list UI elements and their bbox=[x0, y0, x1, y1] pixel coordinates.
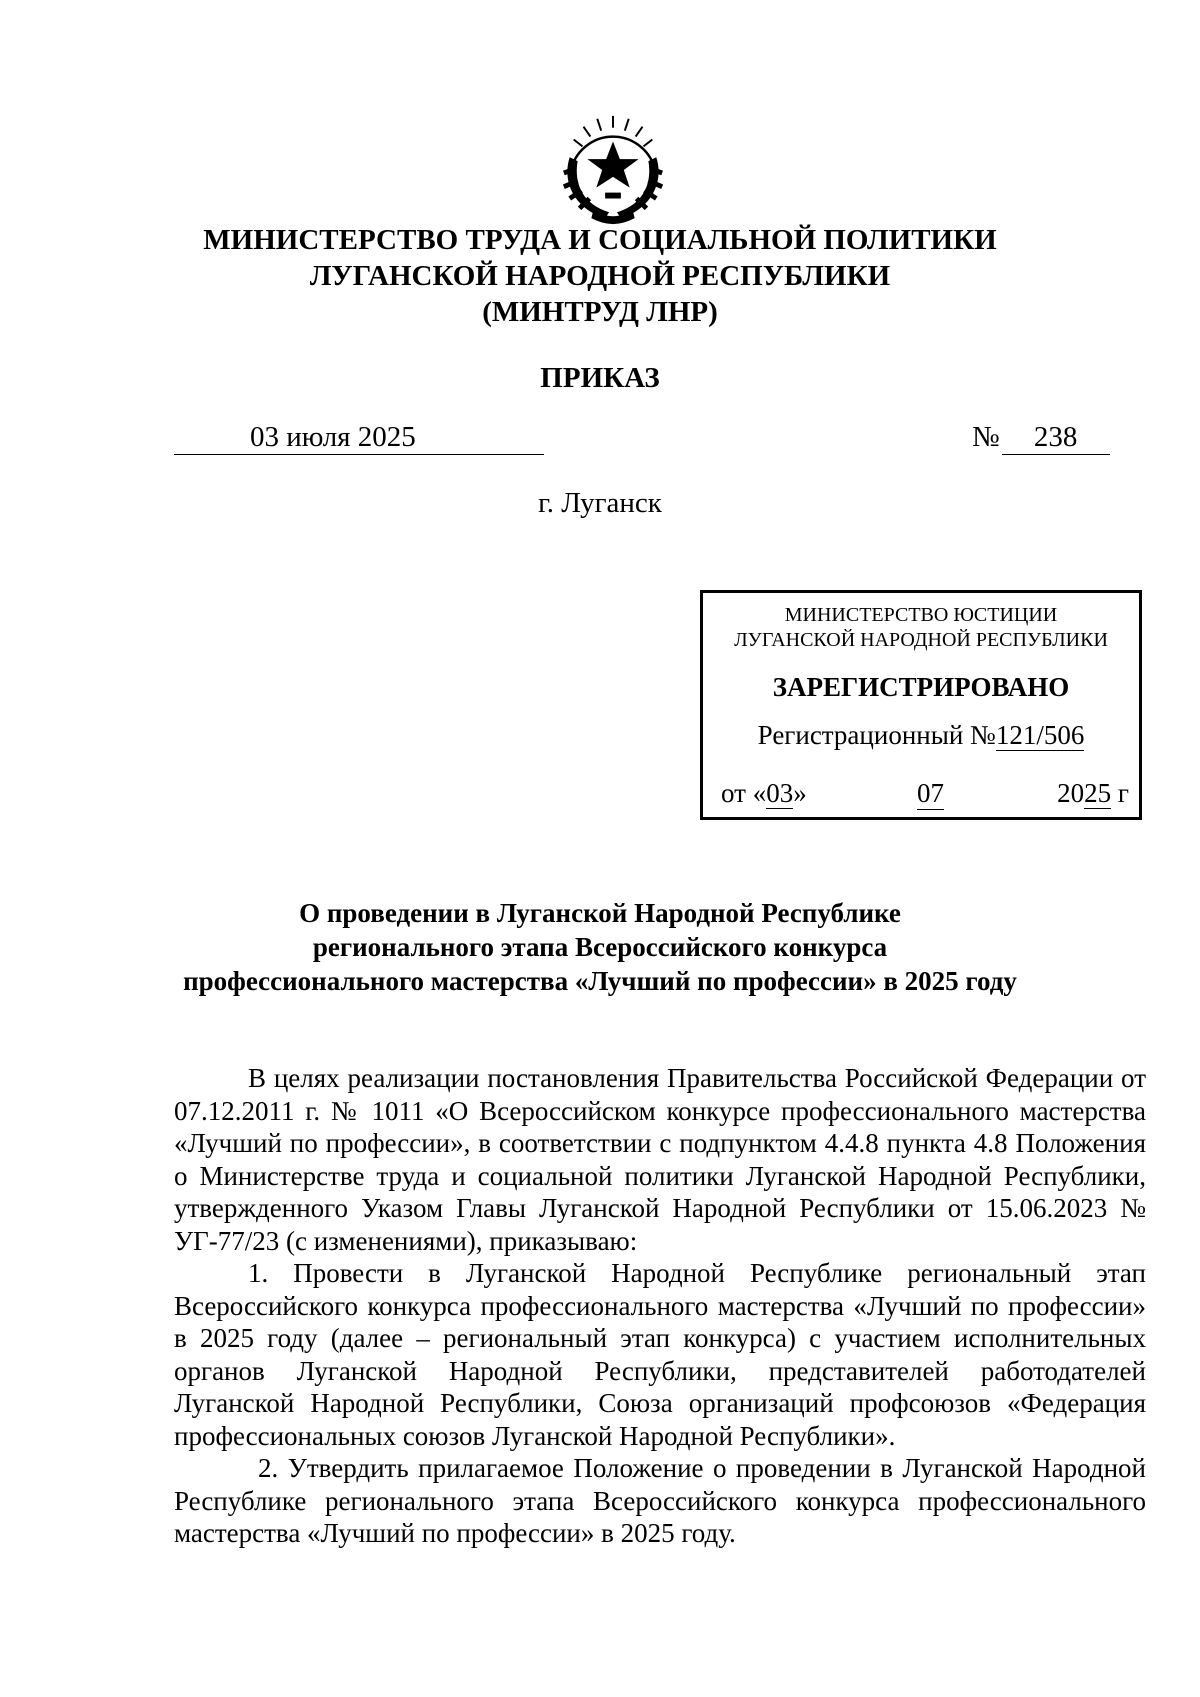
order-date bbox=[174, 420, 544, 455]
stamp-date-year-unit: г bbox=[1117, 778, 1129, 808]
stamp-reg-label: Регистрационный № bbox=[757, 720, 996, 750]
order-city: г. Луганск bbox=[538, 487, 662, 519]
subject-line1: О проведении в Луганской Народной Республике bbox=[299, 898, 901, 928]
order-number bbox=[972, 420, 1118, 455]
document-type-title: ПРИКАЗ bbox=[540, 362, 660, 394]
subject-line3: профессионального мастерства «Лучший по профессии» в 2025 году bbox=[183, 966, 1017, 996]
ministry-header bbox=[0, 222, 1200, 330]
stamp-registration-number bbox=[703, 719, 1139, 751]
stamp-date-day: 03 bbox=[766, 778, 794, 808]
stamp-ministry-line1: МИНИСТЕРСТВО ЮСТИЦИИ bbox=[784, 604, 1058, 626]
order-subject bbox=[0, 896, 1200, 998]
body-paragraph-item1: 1. Провести в Луганской Народной Республике региональный этап Всероссийского конкурса профессионального мастерства «Лучший по профессии» в 2025 году (далее – региональный этап конкурса) с участием исполнительных органов Луганской Народной Республики, представителей работодателей Луганской Народной Республики, Союза организаций профсоюзов «Федерация профессиональных союзов Луганской Народной Республики». bbox=[174, 1258, 1146, 1451]
stamp-date-prefix: от « bbox=[721, 778, 767, 808]
subject-line2: регионального этапа Всероссийского конкурса bbox=[312, 932, 888, 962]
stamp-ministry bbox=[703, 603, 1139, 653]
order-body bbox=[174, 1062, 1146, 1550]
stamp-date-year-group bbox=[1057, 777, 1129, 809]
stamp-status: ЗАРЕГИСТРИРОВАНО bbox=[772, 672, 1070, 702]
registration-stamp bbox=[700, 590, 1142, 820]
stamp-reg-number: 121/506 bbox=[995, 720, 1085, 750]
stamp-ministry-line2: ЛУГАНСКОЙ НАРОДНОЙ РЕСПУБЛИКИ bbox=[734, 629, 1108, 651]
stamp-date-month: 07 bbox=[917, 778, 944, 808]
body-paragraph-preamble: В целях реализации постановления Правительства Российской Федерации от 07.12.2011 г. № 1011 «О Всероссийском конкурсе профессионального мастерства «Лучший по профессии», в соответствии с подпунктом 4.4.8 пункта 4.8 Положения о Министерстве труда и социальной политики Луганской Народной Республики, утвержденного Указом Главы Луганской Народной Республики от 15.06.2023 № УГ-77/23 (с изменениями), приказываю: bbox=[174, 1063, 1146, 1256]
stamp-date-year-prefix: 20 bbox=[1057, 778, 1085, 808]
ministry-abbreviation: (МИНТРУД ЛНР) bbox=[482, 296, 718, 328]
stamp-date-day-group bbox=[721, 777, 807, 809]
order-date-value: 03 июля 2025 bbox=[250, 421, 416, 453]
stamp-date-year-suffix: 25 bbox=[1084, 778, 1112, 808]
coat-of-arms-icon bbox=[554, 108, 672, 230]
ministry-name-line2: ЛУГАНСКОЙ НАРОДНОЙ РЕСПУБЛИКИ bbox=[309, 260, 891, 292]
order-number-value: 238 bbox=[1002, 420, 1110, 455]
ministry-name-line1: МИНИСТЕРСТВО ТРУДА И СОЦИАЛЬНОЙ ПОЛИТИКИ bbox=[203, 224, 997, 256]
number-sign: № bbox=[972, 421, 1000, 453]
body-paragraph-item2: 2. Утвердить прилагаемое Положение о проведении в Луганской Народной Республике регионального этапа Всероссийского конкурса профессионального мастерства «Лучший по профессии» в 2025 году. bbox=[174, 1453, 1146, 1548]
stamp-date-day-suffix: » bbox=[793, 778, 807, 808]
